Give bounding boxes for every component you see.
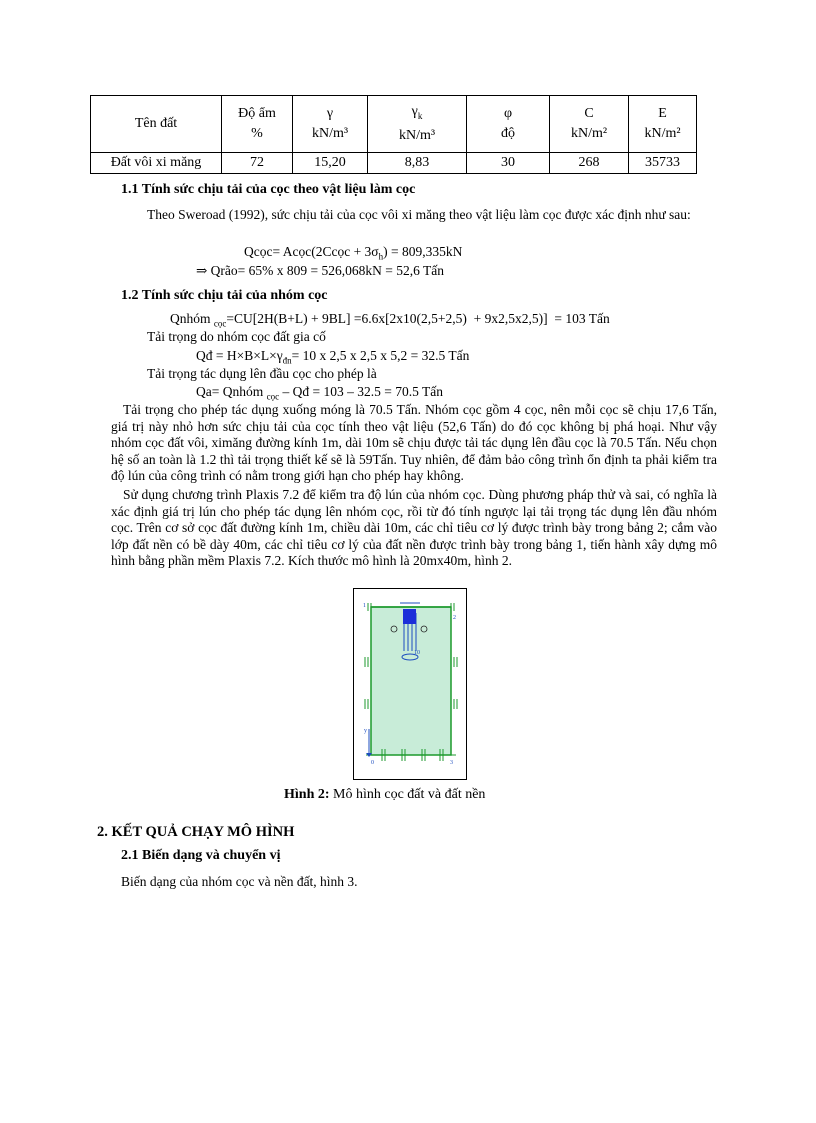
soil-properties-table <box>90 95 697 174</box>
section-1-2-title: 1.2 Tính sức chịu tải của nhóm cọc <box>121 288 328 303</box>
section-1-1-title: 1.1 Tính sức chịu tải của cọc theo vật liệu làm cọc <box>121 182 416 197</box>
table-header-cell: φ độ <box>467 96 550 153</box>
table-header-cell: $\gamma_k$ kN/m³ <box>368 96 467 153</box>
table-cell: 35733 <box>629 153 697 174</box>
table-header-cell: γ kN/m³ <box>293 96 368 153</box>
table-cell: 8,83 <box>368 153 467 174</box>
table-cell: 268 <box>550 153 629 174</box>
table-header-cell: C kN/m² <box>550 96 629 153</box>
table-cell: 30 <box>467 153 550 174</box>
table-header-cell: Độ ẩm % <box>222 96 293 153</box>
table-cell: 15,20 <box>293 153 368 174</box>
corner-label: 3 <box>450 760 453 766</box>
section-1-2-paragraph-1: Tải trọng cho phép tác dụng xuống móng là 70.5 Tấn. Nhóm cọc gồm 4 cọc, nên mỗi cọc sẽ chịu 17,6 Tấn, giá trị này nhỏ hơn sức chịu tải của cọc tính theo vật liệu (52,6 Tấn) do đó cọc không bị phá hoại. Như vậy nhóm cọc đất vôi, ximăng đường kính 1m, dài 10m sẽ chịu được tải tác dụng lên đầu cọc là 70.5 Tấn. Nếu chọn hệ số an toàn là 1.2 thì tải trọng thiết kế sẽ là 59Tấn. Tuy nhiên, để đảm bảo công trình ổn định ta phải kiểm tra độ lún của công trình có nằm trong giới hạn cho phép hay không. <box>111 402 717 483</box>
section-2-1-paragraph: Biến dạng của nhóm cọc và nền đất, hình 3. <box>121 874 358 889</box>
table-header-cell: E kN/m² <box>629 96 697 153</box>
corner-label: 2 <box>453 615 456 621</box>
table-cell: 72 <box>222 153 293 174</box>
corner-label: 1 <box>363 603 366 609</box>
formula-qa: Qa= Qnhóm $_{cọc}$ – Qđ = 103 – 32.5 = 70.5 Tấn <box>196 384 443 402</box>
plaxis-model-diagram <box>354 589 466 779</box>
pile-label: 10 <box>414 650 420 656</box>
section-1-2-paragraph-2: Sử dụng chương trình Plaxis 7.2 để kiểm tra độ lún của nhóm cọc. Dùng phương pháp thử và sai, có nghĩa là xác định giá trị lún cho phép tác dụng lên nhóm cọc, rồi từ đó tính ngược lại tải trọng tác dụng lên đầu nhóm cọc. Trên cơ sở cọc đất đường kính 1m, chiều dài 10m, các chỉ tiêu cơ lý được trình bày trong bảng 2; cắm vào lớp đất nền có bề dày 40m, các chỉ tiêu cơ lý của đất nền được trình bày trong bảng 1, tiến hành xây dựng mô hình bằng phần mềm Plaxis 7.2. Kích thước mô hình là 20mx40m, hình 2. <box>111 487 717 568</box>
corner-label: 0 <box>371 760 374 766</box>
formula-qd: Qđ = $H\times B\times L\times\gamma_{đn}= 10$ x 2,5 x 2,5 x 5,2 = 32.5 Tấn <box>196 348 470 366</box>
formula-qcoc: Qcọc= Acọc(2Ccọc + $3\sigma_h) = 809,335kN$ <box>244 244 463 262</box>
table-header-row <box>91 96 697 153</box>
section-1-1-paragraph: Theo Sweroad (1992), sức chịu tải của cọc vôi xi măng theo vật liệu làm cọc được xác định như sau: <box>147 207 691 222</box>
label-allowable-load: Tải trọng tác dụng lên đầu cọc cho phép là <box>147 366 377 381</box>
section-2-1-title: 2.1 Biến dạng và chuyển vị <box>121 848 281 863</box>
formula-qnhom: Qnhóm $_{cọc}$=CU[2H(B+L) + 9BL] =6.6x[2x10(2,5+2,5) + 9x2,5x2,5)] = 103 Tấn <box>170 311 610 329</box>
table-cell: Đất vôi xi măng <box>91 153 222 174</box>
section-2-title: 2. KẾT QUẢ CHẠY MÔ HÌNH <box>97 824 295 840</box>
table-row <box>91 153 697 174</box>
plaxis-model-figure <box>353 588 467 780</box>
formula-qrao: ⇒ Qrão= 65% x 809 = 526,068kN = 52,6 Tấn <box>196 263 445 278</box>
axis-label: y <box>364 728 367 734</box>
table-header-cell: Tên đất <box>91 96 222 153</box>
figure-caption-text: Mô hình cọc đất và đất nền <box>333 787 486 802</box>
label-load-group: Tải trọng do nhóm cọc đất gia cố <box>147 329 326 344</box>
figure-caption-label: Hình 2: <box>284 787 330 802</box>
figure-caption <box>284 787 485 803</box>
